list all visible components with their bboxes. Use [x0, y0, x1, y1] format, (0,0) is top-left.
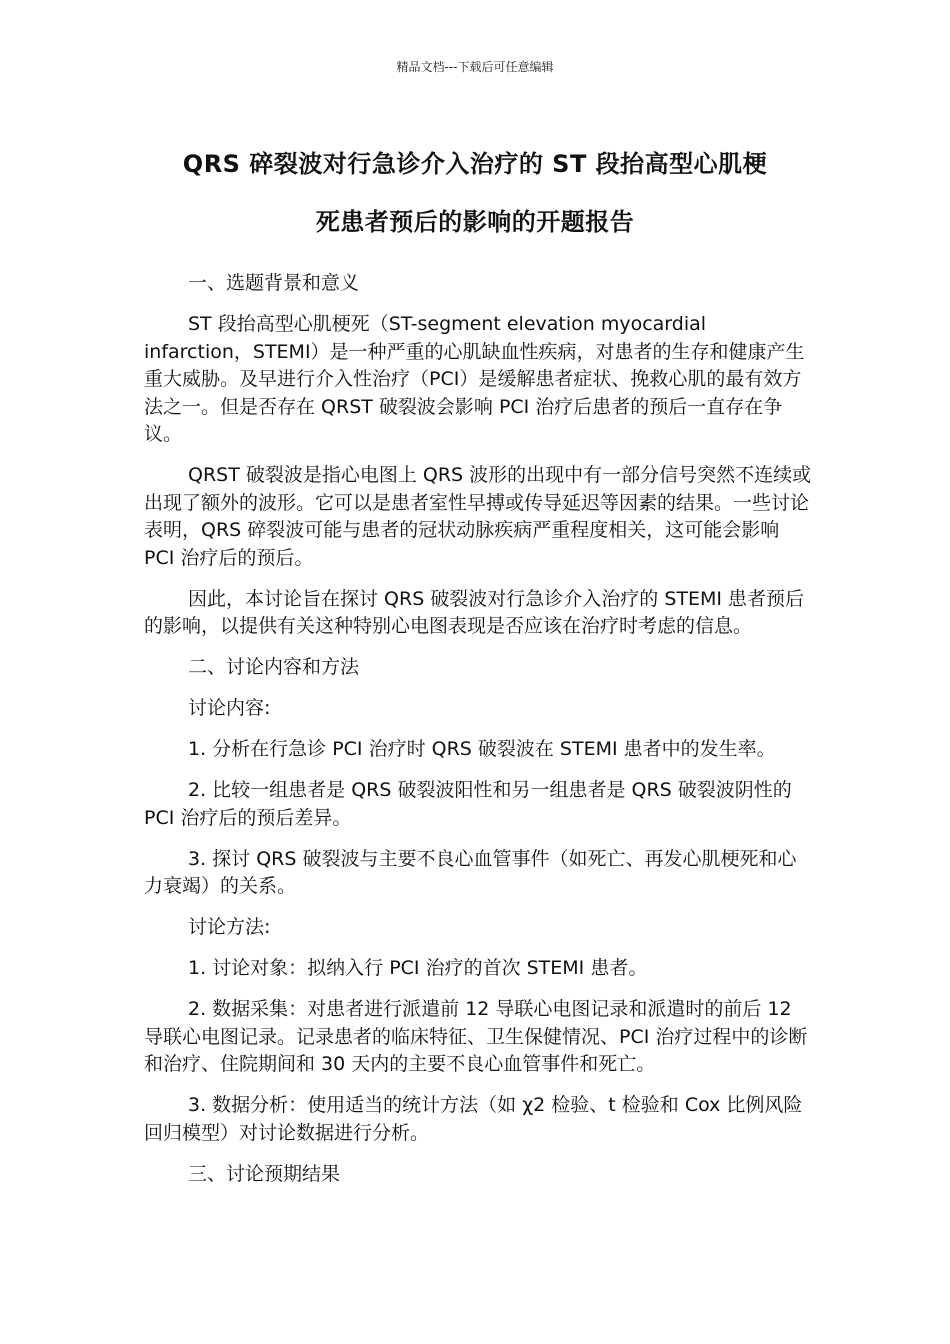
paragraph: QRST 破裂波是指心电图上 QRS 波形的出现中有一部分信号突然不连续或出现了额外的波形。它可以是患者室性早搏或传导延迟等因素的结果。一些讨论表明，QRS 碎裂波可能与患者的冠状动脉疾病严重程度相关，这可能会影响 PCI 治疗后的预后。 [144, 464, 812, 569]
list-item: 2. 比较一组患者是 QRS 破裂波阳性和另一组患者是 QRS 破裂波阴性的 PCI 治疗后的预后差异。 [144, 779, 792, 829]
paragraph: ST 段抬高型心肌梗死（ST-segment elevation myocardial infarction，STEMI）是一种严重的心肌缺血性疾病，对患者的生存和健康产生重大威胁。及早进行介入性治疗（PCI）是缓解患者症状、挽救心肌的最有效方法之一。但是否存在 QRST 破裂波会影响 PCI 治疗后患者的预后一直存在争议。 [144, 313, 805, 445]
title-line-1: QRS 碎裂波对行急诊介入治疗的 ST 段抬高型心肌梗 [182, 150, 768, 178]
document-title [130, 135, 820, 251]
paragraph: 因此，本讨论旨在探讨 QRS 破裂波对行急诊介入治疗的 STEMI 患者预后的影响，以提供有关这种特别心电图表现是否应该在治疗时考虑的信息。 [144, 587, 805, 637]
list-item: 1. 分析在行急诊 PCI 治疗时 QRS 破裂波在 STEMI 患者中的发生率。 [188, 738, 776, 760]
section-heading-3: 三、讨论预期结果 [188, 1162, 341, 1185]
list-item: 3. 探讨 QRS 破裂波与主要不良心血管事件（如死亡、再发心肌梗死和心力衰竭）的关系。 [144, 847, 797, 897]
list-item: 3. 数据分析：使用适当的统计方法（如 χ2 检验、t 检验和 Cox 比例风险回归模型）对讨论数据进行分析。 [144, 1094, 803, 1144]
subheading-method: 讨论方法: [188, 916, 271, 938]
section-heading-1: 一、选题背景和意义 [188, 272, 360, 294]
section-heading-2: 二、讨论内容和方法 [188, 656, 360, 678]
list-item: 1. 讨论对象：拟纳入行 PCI 治疗的首次 STEMI 患者。 [188, 957, 648, 979]
subheading-content: 讨论内容: [188, 697, 271, 719]
title-line-2: 死患者预后的影响的开题报告 [315, 208, 635, 236]
list-item: 2. 数据采集：对患者进行派遣前 12 导联心电图记录和派遣时的前后 12 导联心电图记录。记录患者的临床特征、卫生保健情况、PCI 治疗过程中的诊断和治疗、住院期间和 30 天内的主要不良心血管事件和死亡。 [144, 998, 808, 1075]
page-header: 精品文档---下载后可任意编辑 [396, 60, 554, 74]
document-body [144, 270, 814, 1202]
